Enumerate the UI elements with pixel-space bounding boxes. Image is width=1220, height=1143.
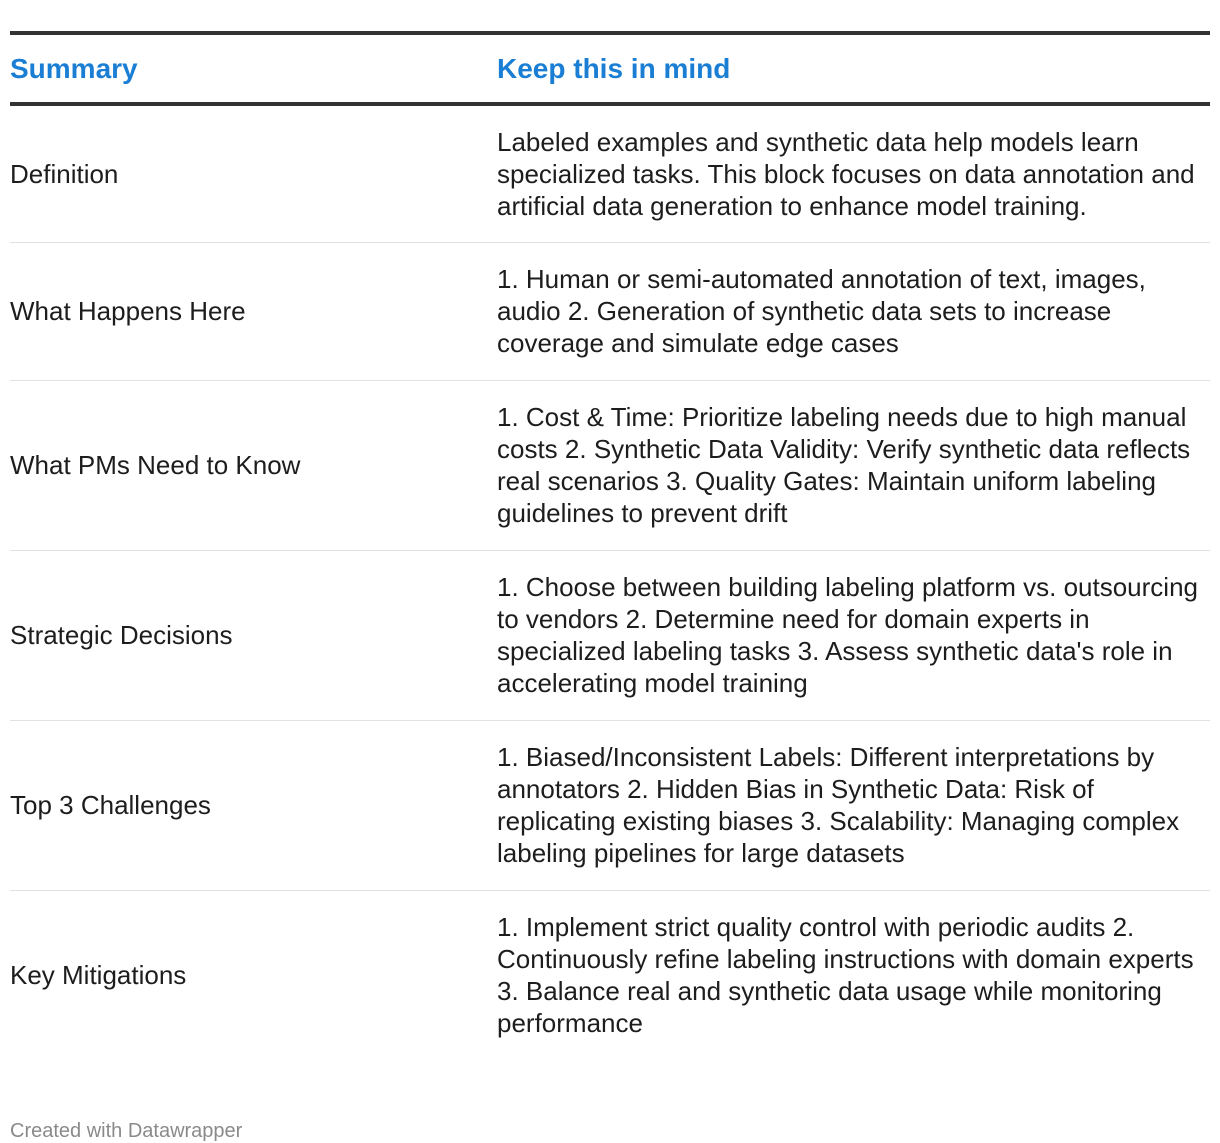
summary-table [10,31,1210,1060]
row-label: What Happens Here [10,242,497,380]
row-label: What PMs Need to Know [10,380,497,550]
row-label: Definition [10,104,497,242]
table-row [10,890,1210,1060]
row-text: 1. Cost & Time: Prioritize labeling needs due to high manual costs 2. Synthetic Data Validity: Verify synthetic data reflects real scenarios 3. Quality Gates: Maintain uniform labeling guidelines to prevent drift [497,380,1210,550]
table-row [10,720,1210,890]
column-header-summary: Summary [10,33,497,104]
row-label: Key Mitigations [10,960,187,991]
table-row [10,104,1210,242]
row-text: 1. Choose between building labeling platform vs. outsourcing to vendors 2. Determine need for domain experts in specialized labeling tasks 3. Assess synthetic data's role in accelerating model training [497,550,1210,720]
row-label: Top 3 Challenges [10,720,497,890]
row-text: 1. Implement strict quality control with periodic audits 2. Continuously refine labeling instructions with domain experts 3. Balance real and synthetic data usage while monitoring performance [497,912,1194,1039]
row-label: Strategic Decisions [10,550,497,720]
row-text: 1. Human or semi-automated annotation of text, images, audio 2. Generation of synthetic data sets to increase coverage and simulate edge cases [497,242,1210,380]
row-text: Labeled examples and synthetic data help models learn specialized tasks. This block focuses on data annotation and artificial data generation to enhance model training. [497,104,1210,242]
table-row [10,242,1210,380]
table-container [10,0,1210,1143]
table-row [10,380,1210,550]
table-row [10,550,1210,720]
attribution-footer: Created with Datawrapper [10,1120,243,1142]
header-row [10,33,1210,104]
row-text: 1. Biased/Inconsistent Labels: Different interpretations by annotators 2. Hidden Bias in Synthetic Data: Risk of replicating existing biases 3. Scalability: Managing complex labeling pipelines for large datasets [497,720,1210,890]
column-header-keep-in-mind: Keep this in mind [497,33,1210,104]
